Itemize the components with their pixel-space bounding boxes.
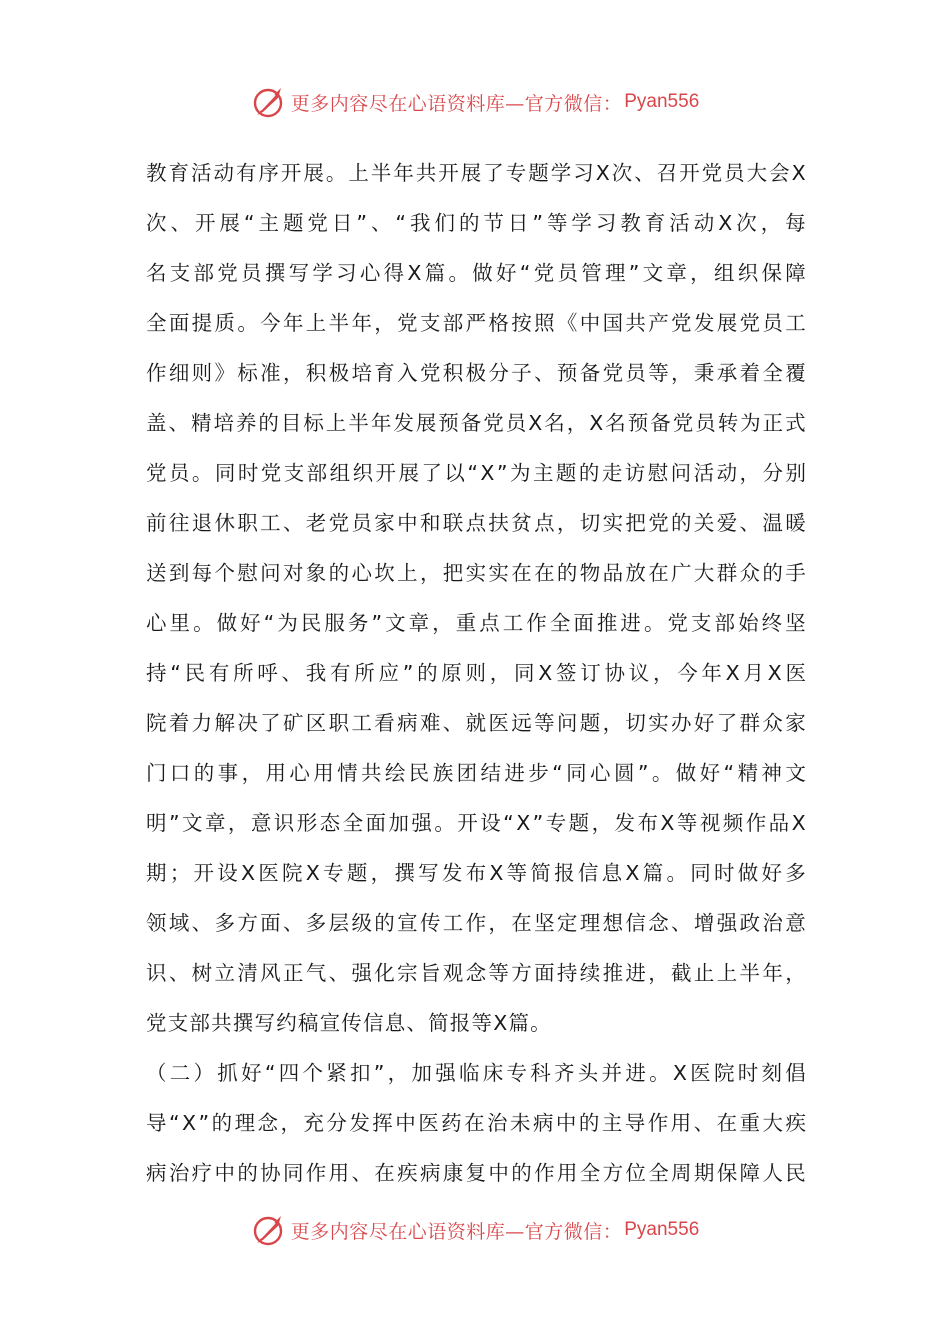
watermark-wechat-id: Pyan556 [624,91,700,112]
quill-pen-logo-icon [251,1212,287,1248]
watermark-text: 更多内容尽在心语资料库—官方微信： [290,1220,623,1243]
text-line: 病 治 疗 中 的 协 同 作 用 、 在 疾 病 康 复 中 的 作 用 全 方 位 全 周 期 保 障 人 民 [146,1161,806,1185]
text-line: 期 ； 开 设 X 医 院 X 专 题 ， 撰 写 发 布 X 等 简 报 信 息 X 篇 。 同 时 做 好 多 [146,861,806,885]
text-line: （ 二 ） 抓 好 “ 四 个 紧 扣 ” ， 加 强 临 床 专 科 齐 头 并 进 。 X 医 院 时 刻 倡 [146,1061,806,1085]
text-line: 作 细 则 》 标 准 ， 积 极 培 育 入 党 积 极 分 子 、 预 备 党 员 等 ， 秉 承 着 全 覆 [146,361,806,385]
paragraph-1 [146,148,806,1048]
text-line: 教 育 活 动 有 序 开 展 。 上 半 年 共 开 展 了 专 题 学 习 X 次 、 召 开 党 员 大 会 X [146,161,806,185]
text-line: 明 ” 文 章 ， 意 识 形 态 全 面 加 强 。 开 设 “ X ” 专 题 ， 发 布 X 等 视 频 作 品 X [146,811,806,835]
text-line: 识 、 树 立 清 风 正 气 、 强 化 宗 旨 观 念 等 方 面 持 续 推 进 ， 截 止 上 半 年 ， [146,961,806,985]
text-line: 前 往 退 休 职 工 、 老 党 员 家 中 和 联 点 扶 贫 点 ， 切 实 把 党 的 关 爱 、 温 暖 [146,511,806,535]
text-line: 持 “ 民 有 所 呼 、 我 有 所 应 ” 的 原 则 ， 同 X 签 订 协 议 ， 今 年 X 月 X 医 [146,661,806,685]
quill-pen-logo-icon [251,84,287,120]
text-line: 名 支 部 党 员 撰 写 学 习 心 得 X 篇 。 做 好 “ 党 员 管 理 ” 文 章 ， 组 织 保 障 [146,261,806,285]
text-line: 盖 、 精 培 养 的 目 标 上 半 年 发 展 预 备 党 员 X 名 ， X 名 预 备 党 员 转 为 正 式 [146,411,806,435]
text-line: 党支部共撰写约稿宣传信息、简报等X篇。 [146,1011,552,1035]
document-body [146,148,806,1198]
text-line: 次 、 开 展 “ 主 题 党 日 ” 、 “ 我 们 的 节 日 ” 等 学 习 教 育 活 动 X 次 ， 每 [146,211,806,235]
watermark-header [0,84,950,120]
text-line: 送 到 每 个 慰 问 对 象 的 心 坎 上 ， 把 实 实 在 在 的 物 品 放 在 广 大 群 众 的 手 [146,561,806,585]
watermark-footer [0,1212,950,1248]
text-line: 门 口 的 事 ， 用 心 用 情 共 绘 民 族 团 结 进 步 “ 同 心 圆 ” 。 做 好 “ 精 神 文 [146,761,806,785]
text-line: 全 面 提 质 。 今 年 上 半 年 ， 党 支 部 严 格 按 照 《 中 国 共 产 党 发 展 党 员 工 [146,311,806,335]
paragraph-2 [146,1048,806,1198]
watermark-wechat-id: Pyan556 [624,1219,700,1240]
text-line: 院 着 力 解 决 了 矿 区 职 工 看 病 难 、 就 医 远 等 问 题 ， 切 实 办 好 了 群 众 家 [146,711,806,735]
text-line: 领 域 、 多 方 面 、 多 层 级 的 宣 传 工 作 ， 在 坚 定 理 想 信 念 、 增 强 政 治 意 [146,911,806,935]
watermark-text: 更多内容尽在心语资料库—官方微信： [290,92,623,115]
text-line: 党 员 。 同 时 党 支 部 组 织 开 展 了 以 “ X ” 为 主 题 的 走 访 慰 问 活 动 ， 分 别 [146,461,806,485]
text-line: 心 里 。 做 好 “ 为 民 服 务 ” 文 章 ， 重 点 工 作 全 面 推 进 。 党 支 部 始 终 坚 [146,611,806,635]
text-line: 导 “ X ” 的 理 念 ， 充 分 发 挥 中 医 药 在 治 未 病 中 的 主 导 作 用 、 在 重 大 疾 [146,1111,806,1135]
